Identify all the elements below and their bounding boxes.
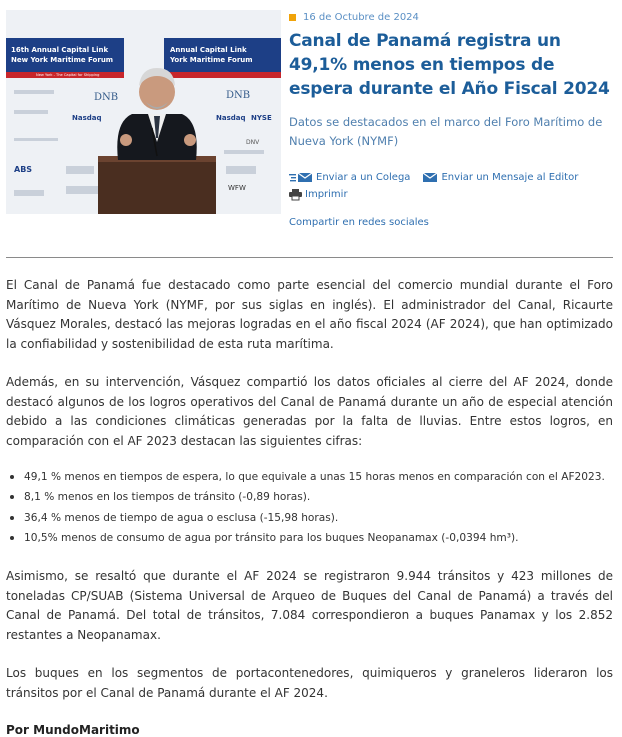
photo-sponsor-dnv: DNV [246, 139, 260, 146]
stats-list [6, 467, 613, 549]
photo-tagline: New York - The Capital for Shipping [36, 73, 100, 77]
paragraph-1: El Canal de Panamá fue destacado como parte esencial del comercio mundial durante el Foro Marítimo de Nueva York (NYMF, por sus siglas en inglés). El administrador del Canal, Ricaurte Vásquez Morales, destacó las mejoras logradas en el año fiscal 2024 (AF 2024), que han optimizado la confiabilidad y sostenibilidad de esta ruta marítima. [6, 278, 613, 352]
article-photo [6, 10, 281, 214]
print-label: Imprimir [305, 189, 348, 200]
printer-icon [289, 189, 302, 200]
print-link[interactable] [289, 189, 348, 200]
envelope-forward-icon [289, 172, 313, 183]
date-marker-icon [289, 14, 296, 21]
photo-sponsor-nyse: NYSE [251, 114, 272, 122]
photo-sponsor-nasdaq: Nasdaq [72, 114, 102, 122]
article-subtitle: Datos se destacados en el marco del Foro Marítimo de Nueva York (NYMF) [289, 115, 603, 148]
list-item: 36,4 % menos de tiempo de agua o esclusa (-15,98 horas). [6, 508, 613, 529]
photo-sponsor-abs: ABS [14, 165, 33, 174]
photo-sponsor-wfw: WFW [228, 184, 246, 192]
article-title: Canal de Panamá registra un 49,1% menos en tiempos de espera durante el Año Fiscal 2024 [289, 31, 610, 99]
photo-sponsor-dnb: DNB [94, 92, 119, 103]
svg-text:York Maritime Forum: York Maritime Forum [170, 56, 253, 64]
paragraph-2: Además, en su intervención, Vásquez compartió los datos oficiales al cierre del AF 2024, donde destacó algunos de los logros operativos del Canal de Panamá durante un año de especial atención debido a las condiciones climáticas generadas por la falta de lluvias. Entre estos logros, en comparación con el AF 2023 destacan las siguientes cifras: [6, 374, 613, 448]
article-body [6, 276, 613, 737]
send-editor-link[interactable] [422, 172, 578, 183]
date-row [289, 10, 616, 24]
paragraph-3: Asimismo, se resaltó que durante el AF 2024 se registraron 9.944 tránsitos y 423 millones de toneladas CP/SUAB (Sistema Universal de Arqueo de Buques del Canal de Panamá) a través del Canal de Panamá. Del total de tránsitos, 7.084 correspondieron a buques Panamax y los 2.852 restantes a Neopanamax. [6, 569, 613, 643]
list-item: 10,5% menos de consumo de agua por tránsito para los buques Neopanamax (-0,0394 hm³). [6, 528, 613, 549]
article-date: 16 de Octubre de 2024 [303, 11, 419, 23]
svg-text:New York Maritime Forum: New York Maritime Forum [11, 56, 114, 64]
paragraph-4: Los buques en los segmentos de portacontenedores, quimiqueros y graneleros lideraron los tránsitos por el Canal de Panamá durante el AF 2024. [6, 665, 613, 700]
send-colleague-link[interactable] [289, 172, 410, 183]
svg-text:Nasdaq: Nasdaq [216, 114, 246, 122]
svg-text:DNB: DNB [226, 90, 251, 101]
author-byline: Por MundoMaritimo [6, 723, 140, 737]
article-header [289, 10, 616, 228]
envelope-icon [422, 172, 438, 183]
photo-banner-left: 16th Annual Capital Link [11, 46, 109, 54]
header-divider [6, 257, 613, 258]
send-colleague-label: Enviar a un Colega [316, 172, 411, 183]
photo-banner-right: Annual Capital Link [170, 46, 247, 54]
send-editor-label: Enviar un Mensaje al Editor [441, 172, 579, 183]
article-actions [289, 169, 616, 203]
list-item: 49,1 % menos en tiempos de espera, lo que equivale a unas 15 horas menos en comparación con el AF2023. [6, 467, 613, 488]
share-social-link[interactable]: Compartir en redes sociales [289, 217, 429, 228]
list-item: 8,1 % menos en los tiempos de tránsito (-0,89 horas). [6, 487, 613, 508]
